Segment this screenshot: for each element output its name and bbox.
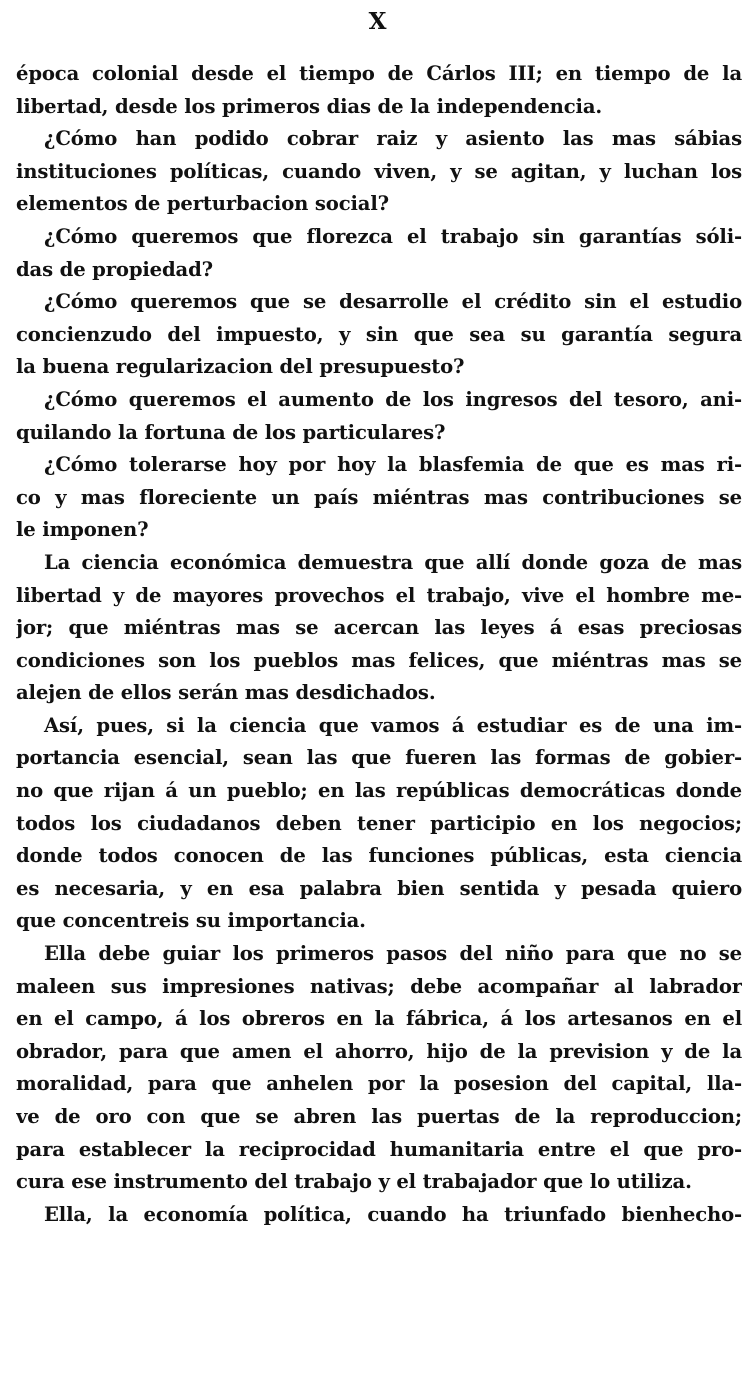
text-line: donde todos conocen de las funciones públicas, esta ciencia bbox=[16, 844, 742, 868]
text-line: obrador, para que amen el ahorro, hijo de la prevision y de la bbox=[16, 1039, 742, 1063]
text-line: ¿Cómo queremos que se desarrolle el crédito sin el estudio bbox=[44, 290, 742, 314]
text-line: es necesaria, y en esa palabra bien sentida y pesada quiero bbox=[16, 876, 742, 900]
paragraph bbox=[16, 1199, 742, 1232]
text-line: Ella, la economía política, cuando ha triunfado bienhecho- bbox=[44, 1202, 742, 1226]
text-line: para establecer la reciprocidad humanitaria entre el que pro- bbox=[16, 1137, 742, 1161]
paragraph bbox=[16, 449, 742, 547]
paragraph bbox=[16, 547, 742, 710]
text-line: le imponen? bbox=[16, 518, 149, 542]
page-number: X bbox=[368, 8, 388, 35]
text-line: co y mas floreciente un país miéntras mas contribuciones se bbox=[16, 485, 742, 509]
text-line: alejen de ellos serán mas desdichados. bbox=[16, 681, 436, 705]
text-line: moralidad, para que anhelen por la posesion del capital, lla- bbox=[16, 1072, 742, 1096]
text-line: la buena regularizacion del presupuesto? bbox=[16, 355, 465, 379]
text-line: no que rijan á un pueblo; en las repúblicas democráticas donde bbox=[16, 779, 742, 803]
text-line: en el campo, á los obreros en la fábrica, á los artesanos en el bbox=[16, 1007, 742, 1031]
text-line: La ciencia económica demuestra que allí donde goza de mas bbox=[44, 550, 742, 574]
paragraph bbox=[16, 58, 742, 123]
text-line: ¿Cómo queremos que florezca el trabajo sin garantías sóli- bbox=[44, 224, 742, 248]
text-line: condiciones son los pueblos mas felices, que miéntras mas se bbox=[16, 648, 742, 672]
paragraph bbox=[16, 384, 742, 449]
text-line: Ella debe guiar los primeros pasos del niño para que no se bbox=[44, 942, 742, 966]
text-line: ¿Cómo tolerarse hoy por hoy la blasfemia de que es mas ri- bbox=[44, 453, 742, 477]
text-line: das de propiedad? bbox=[16, 257, 213, 281]
text-line: libertad, desde los primeros dias de la independencia. bbox=[16, 94, 603, 118]
text-line: quilando la fortuna de los particulares? bbox=[16, 420, 446, 444]
paragraph bbox=[16, 710, 742, 938]
text-line: Así, pues, si la ciencia que vamos á estudiar es de una im- bbox=[44, 713, 742, 737]
text-line: maleen sus impresiones nativas; debe acompañar al labrador bbox=[16, 974, 742, 998]
text-line: jor; que miéntras mas se acercan las leyes á esas preciosas bbox=[16, 616, 742, 640]
text-line: ve de oro con que se abren las puertas de la reproduccion; bbox=[16, 1105, 742, 1128]
text-line: todos los ciudadanos deben tener participio en los negocios; bbox=[16, 811, 742, 835]
text-line: portancia esencial, sean las que fueren las formas de gobier- bbox=[16, 746, 742, 770]
text-line: cura ese instrumento del trabajo y el trabajador que lo utiliza. bbox=[16, 1170, 692, 1194]
text-line: instituciones políticas, cuando viven, y se agitan, y luchan los bbox=[16, 159, 742, 183]
text-line: libertad y de mayores provechos el trabajo, vive el hombre me- bbox=[16, 583, 742, 607]
text-line: ¿Cómo han podido cobrar raiz y asiento las mas sábias bbox=[44, 127, 742, 151]
paragraph bbox=[16, 221, 742, 286]
paragraph bbox=[16, 286, 742, 384]
paragraph bbox=[16, 123, 742, 221]
text-line: concienzudo del impuesto, y sin que sea su garantía segura bbox=[16, 322, 742, 346]
text-line: ¿Cómo queremos el aumento de los ingresos del tesoro, ani- bbox=[44, 387, 742, 411]
text-line: que concentreis su importancia. bbox=[16, 909, 366, 933]
body-text bbox=[16, 58, 742, 1231]
text-line: elementos de perturbacion social? bbox=[16, 192, 389, 216]
paragraph bbox=[16, 938, 742, 1199]
text-line: época colonial desde el tiempo de Cárlos III; en tiempo de la bbox=[16, 62, 742, 85]
